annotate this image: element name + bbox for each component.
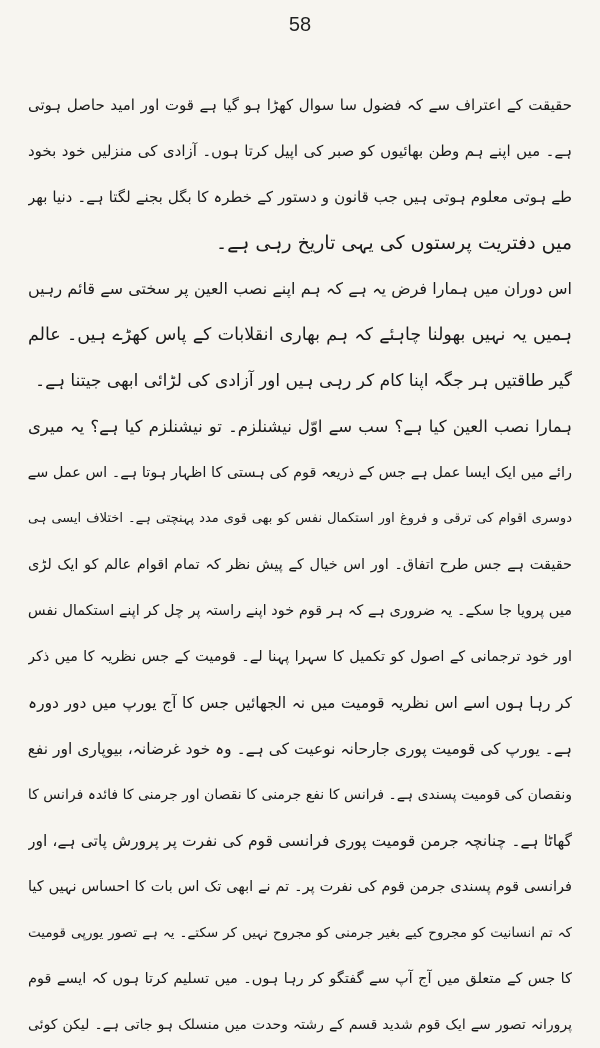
text-line: کا جس کے متعلق میں آج آپ سے گفتگو کر رہا ہوں۔ میں تسلیم کرتا ہوں کہ ایسے قوم (28, 971, 572, 987)
text-line: ہے۔ یورپ کی قومیت پوری جارحانہ نوعیت کی ہے۔ وہ خود غرضانہ، بیوپاری اور نفع (28, 740, 572, 758)
text-line: ہمارا نصب العین کیا ہے؟ سب سے اوّل نیشنلزم۔ تو نیشنلزم کیا ہے؟ یہ میری (28, 417, 572, 436)
text-line: اس دوران میں ہمارا فرض یہ ہے کہ ہم اپنے نصب العین پر سختی سے قائم رہیں (28, 279, 572, 298)
text-line: ہے۔ میں اپنے ہم وطن بھائیوں کو صبر کی اپیل کرتا ہوں۔ آزادی کی منزلیں خود بخود (28, 142, 572, 160)
page-body-text (28, 82, 572, 1048)
text-line: رائے میں ایک ایسا عمل ہے جس کے ذریعہ قوم کی ہستی کا اظہار ہوتا ہے۔ اس عمل سے (28, 465, 572, 481)
text-line: دوسری اقوام کی ترقی و فروغ اور استکمال نفس کو بھی قوی مدد پہنچتی ہے۔ اختلاف ایسی ہی (28, 511, 572, 526)
text-line: فرانسی قوم پسندی جرمن قوم کی نفرت پر۔ تم نے ابھی تک اس بات کا احساس نہیں کیا (28, 879, 572, 895)
text-line: میں دفتریت پرستوں کی یہی تاریخ رہی ہے۔ (215, 232, 572, 254)
text-line: گھاٹا ہے۔ چنانچہ جرمن قومیت پوری فرانسی قوم کی نفرت پر پرورش پاتی ہے، اور (28, 832, 572, 850)
text-line: طے ہوتی معلوم ہوتی ہیں جب قانون و دستور کے خطرہ کا بگل بجنے لگتا ہے۔ دنیا بھر (28, 188, 572, 206)
text-line: پرورانہ تصور سے ایک قوم شدید قسم کے رشتہ وحدت میں منسلک ہو جاتی ہے۔ لیکن کوئی (28, 1017, 572, 1033)
text-line: کر رہا ہوں اسے اس نظریہ قومیت میں نہ الجھائیں جس کا آج یورپ میں دور دورہ (28, 694, 572, 712)
text-line: میں پرویا جا سکے۔ یہ ضروری ہے کہ ہر قوم خود اپنے راستہ پر چل کر اپنے استکمال نفس (28, 603, 572, 619)
text-line: ہمیں یہ نہیں بھولنا چاہئے کہ ہم بھاری انقلابات کے پاس کھڑے ہیں۔ عالم (28, 325, 572, 345)
text-line: حقیقت کے اعتراف سے کہ فضول سا سوال کھڑا ہو گیا ہے قوت اور امید حاصل ہوتی (28, 96, 572, 114)
text-line: حقیقت ہے جس طرح اتفاق۔ اور اس خیال کے پیش نظر کہ تمام اقوام عالم کو ایک لڑی (28, 557, 572, 573)
page-number: 58 (288, 14, 312, 36)
text-line: کہ تم انسانیت کو مجروح کیے بغیر جرمنی کو مجروح نہیں کر سکتے۔ یہ ہے تصور یورپی قومیت (28, 925, 572, 941)
text-line: گیر طاقتیں ہر جگہ اپنا کام کر رہی ہیں اور آزادی کی لڑائی ابھی جیتنا ہے۔ (35, 371, 572, 391)
text-line: ونقصان کی قومیت پسندی ہے۔ فرانس کا نفع جرمنی کا نقصان اور جرمنی کا فائدہ فرانس کا (28, 787, 572, 803)
text-line: اور خود ترجمانی کے اصول کو تکمیل کا سہرا پہنا لے۔ قومیت کے جس نظریہ کا میں ذکر (28, 649, 572, 665)
